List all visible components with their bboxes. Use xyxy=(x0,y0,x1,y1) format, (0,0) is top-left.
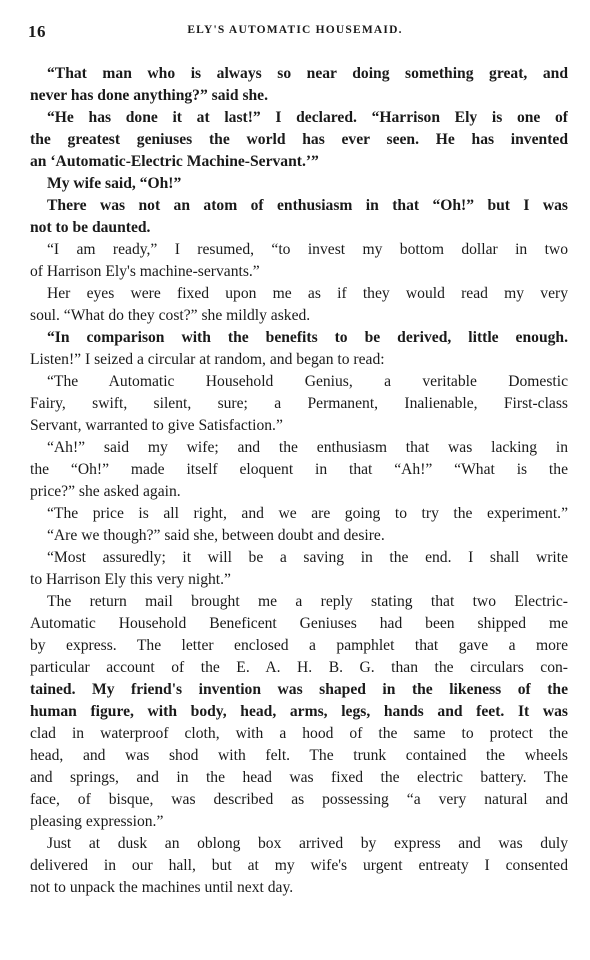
text-line: “That man who is always so near doing something great, and xyxy=(47,65,568,82)
text-line: Just at dusk an oblong box arrived by express and was duly xyxy=(47,835,568,852)
text-line: an ‘Automatic-Electric Machine-Servant.’” xyxy=(30,153,319,170)
text-line: “The Automatic Household Genius, a veritable Domestic xyxy=(47,373,568,390)
text-line: “He has done it at last!” I declared. “Harrison Ely is one of xyxy=(47,109,568,126)
text-line: price?” she asked again. xyxy=(30,483,181,500)
text-line: particular account of the E. A. H. B. G. than the circulars con- xyxy=(30,659,568,676)
text-line: “In comparison with the benefits to be derived, little enough. xyxy=(47,329,568,346)
text-line: Her eyes were fixed upon me as if they would read my very xyxy=(47,285,568,302)
text-line: of Harrison Ely's machine-servants.” xyxy=(30,263,260,280)
text-line: Automatic Household Beneficent Geniuses had been shipped me xyxy=(30,615,568,632)
text-line: The return mail brought me a reply stating that two Electric- xyxy=(47,593,568,610)
text-line: “Are we though?” said she, between doubt and desire. xyxy=(47,527,385,544)
text-line: “Most assuredly; it will be a saving in the end. I shall write xyxy=(47,549,568,566)
page-header xyxy=(0,22,590,46)
text-line: clad in waterproof cloth, with a hood of the same to protect the xyxy=(30,725,568,742)
text-line: not to unpack the machines until next day. xyxy=(30,879,294,896)
text-line: to Harrison Ely this very night.” xyxy=(30,571,231,588)
text-line: by express. The letter enclosed a pamphlet that gave a more xyxy=(30,637,568,654)
text-line: never has done anything?” said she. xyxy=(30,87,269,104)
text-line: head, and was shod with felt. The trunk contained the wheels xyxy=(30,747,568,764)
text-line: “The price is all right, and we are going to try the experiment.” xyxy=(47,505,568,522)
text-line: There was not an atom of enthusiasm in that “Oh!” but I was xyxy=(47,197,568,214)
page-number: 16 xyxy=(28,22,46,41)
running-head: ELY'S AUTOMATIC HOUSEMAID. xyxy=(187,24,403,36)
text-line: the greatest geniuses the world has ever seen. He has invented xyxy=(30,131,568,148)
text-line: the “Oh!” made itself eloquent in that “Ah!” “What is the xyxy=(30,461,568,478)
text-line: soul. “What do they cost?” she mildly asked. xyxy=(30,307,311,324)
text-line: not to be daunted. xyxy=(30,219,151,236)
text-line: Servant, warranted to give Satisfaction.” xyxy=(30,417,283,434)
text-line: My wife said, “Oh!” xyxy=(47,175,182,192)
text-line: “Ah!” said my wife; and the enthusiasm that was lacking in xyxy=(47,439,568,456)
text-line: tained. My friend's invention was shaped in the likeness of the xyxy=(30,681,568,698)
text-line: face, of bisque, was described as possessing “a very natural and xyxy=(30,791,568,808)
text-line: Listen!” I seized a circular at random, and began to read: xyxy=(30,351,385,368)
text-line: and springs, and in the head was fixed the electric battery. The xyxy=(30,769,568,786)
text-line: human figure, with body, head, arms, legs, hands and feet. It was xyxy=(30,703,568,720)
text-line: delivered in our hall, but at my wife's urgent entreaty I consented xyxy=(30,857,568,874)
body-text xyxy=(30,63,568,899)
text-line: Fairy, swift, silent, sure; a Permanent, Inalienable, First-class xyxy=(30,395,568,412)
text-line: pleasing expression.” xyxy=(30,813,164,830)
text-line: “I am ready,” I resumed, “to invest my bottom dollar in two xyxy=(47,241,568,258)
